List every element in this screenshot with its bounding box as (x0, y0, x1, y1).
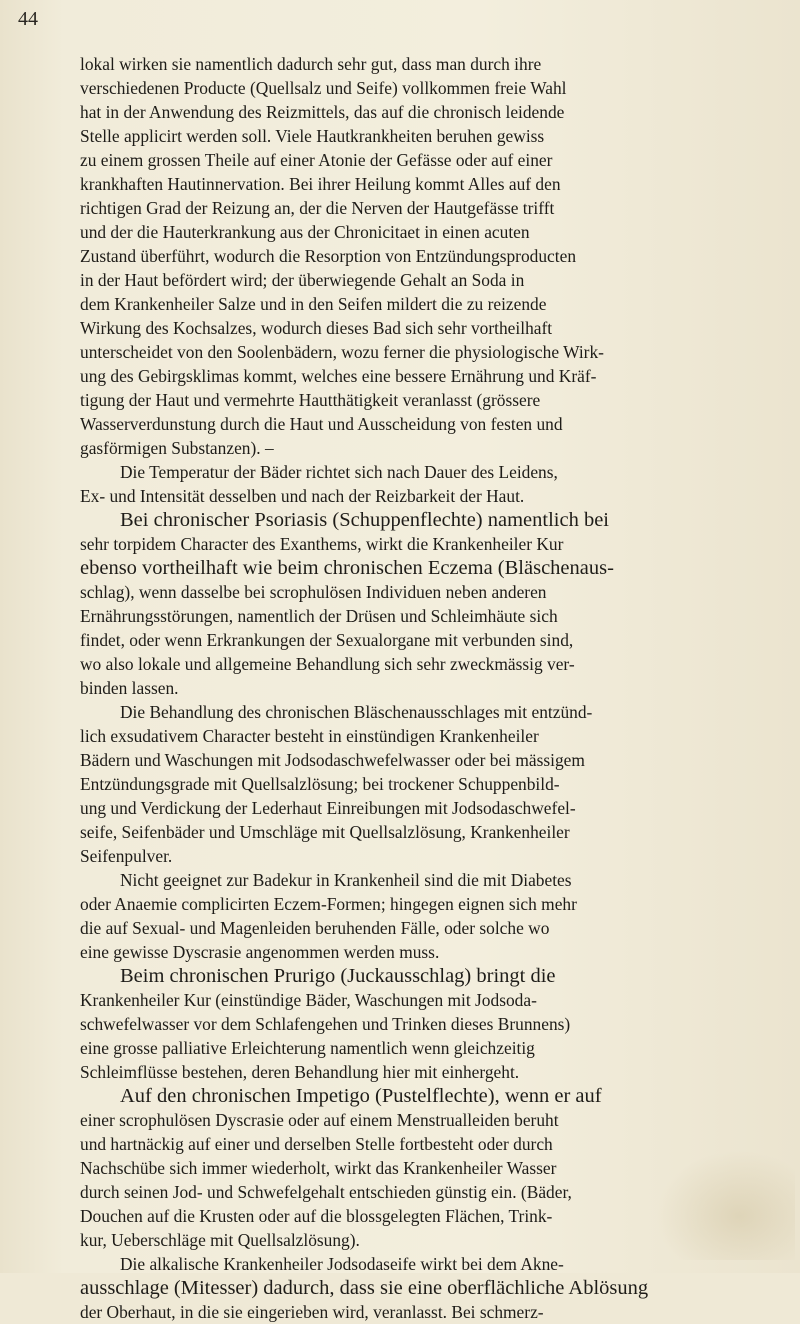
section-heading-impetigo: Auf den chronischen Impetigo (Pustelflechte), wenn er auf (120, 1085, 602, 1107)
text-line: Ernährungsstörungen, namentlich der Drüsen und Schleimhäute sich (80, 606, 558, 626)
text-line: Bädern und Waschungen mit Jodsodaschwefelwasser oder bei mässigem (80, 750, 585, 770)
text-line: ung und Verdickung der Lederhaut Einreibungen mit Jodsodaschwefel- (80, 798, 576, 818)
text-line: lokal wirken sie namentlich dadurch sehr gut, dass man durch ihre (80, 54, 542, 74)
text-line: seife, Seifenbäder und Umschläge mit Quellsalzlösung, Krankenheiler (80, 822, 570, 842)
text-line: Ex- und Intensität desselben und nach der Reizbarkeit der Haut. (80, 486, 525, 506)
text-line: Schleimflüsse bestehen, deren Behandlung hier mit einhergeht. (80, 1062, 520, 1082)
text-line: und der die Hauterkrankung aus der Chronicitaet in einen acuten (80, 222, 530, 242)
text-line: richtigen Grad der Reizung an, der die Nerven der Hautgefässe trifft (80, 198, 555, 218)
paragraph-start: Nicht geeignet zur Badekur in Krankenheil sind die mit Diabetes (120, 870, 572, 890)
text-line: kur, Ueberschläge mit Quellsalzlösung). (80, 1230, 360, 1250)
text-line: verschiedenen Producte (Quellsalz und Seife) vollkommen freie Wahl (80, 78, 567, 98)
text-line: krankhaften Hautinnervation. Bei ihrer Heilung kommt Alles auf den (80, 174, 561, 194)
text-line: Krankenheiler Kur (einstündige Bäder, Waschungen mit Jodsoda- (80, 990, 537, 1010)
text-line: Seifenpulver. (80, 846, 173, 866)
section-heading-prurigo: Beim chronischen Prurigo (Juckausschlag) bringt die (120, 965, 556, 987)
text-line: schwefelwasser vor dem Schlafengehen und Trinken dieses Brunnens) (80, 1014, 571, 1034)
text-line: findet, oder wenn Erkrankungen der Sexualorgane mit verbunden sind, (80, 630, 574, 650)
text-line: eine grosse palliative Erleichterung namentlich wenn gleichzeitig (80, 1038, 535, 1058)
paper-stain (655, 1150, 795, 1260)
text-line: in der Haut befördert wird; der überwiegende Gehalt an Soda in (80, 270, 525, 290)
text-line: wo also lokale und allgemeine Behandlung sich sehr zweckmässig ver- (80, 654, 575, 674)
text-line: hat in der Anwendung des Reizmittels, das auf die chronisch leidende (80, 102, 565, 122)
text-line: gasförmigen Substanzen). – (80, 438, 274, 458)
section-heading-psoriasis: Bei chronischer Psoriasis (Schuppenflechte) namentlich bei (120, 509, 610, 531)
text-line: schlag), wenn dasselbe bei scrophulösen Individuen neben anderen (80, 582, 547, 602)
text-line: zu einem grossen Theile auf einer Atonie der Gefässe oder auf einer (80, 150, 553, 170)
text-line: einer scrophulösen Dyscrasie oder auf einem Menstrualleiden beruht (80, 1110, 559, 1130)
text-line: der Oberhaut, in die sie eingerieben wird, veranlasst. Bei schmerz- (80, 1302, 544, 1322)
text-line: Nachschübe sich immer wiederholt, wirkt das Krankenheiler Wasser (80, 1158, 557, 1178)
text-line: durch seinen Jod- und Schwefelgehalt entschieden günstig ein. (Bäder, (80, 1182, 572, 1202)
text-line: Stelle applicirt werden soll. Viele Hautkrankheiten beruhen gewiss (80, 126, 545, 146)
text-line: Entzündungsgrade mit Quellsalzlösung; bei trockener Schuppenbild- (80, 774, 560, 794)
text-line: ebenso vortheilhaft wie beim chronischen Eczema (Bläschenaus- (80, 557, 614, 579)
text-line: tigung der Haut und vermehrte Hautthätigkeit veranlasst (grössere (80, 390, 541, 410)
text-line: oder Anaemie complicirten Eczem-Formen; hingegen eignen sich mehr (80, 894, 577, 914)
text-line: binden lassen. (80, 678, 179, 698)
body-text (80, 52, 780, 1324)
text-line: Zustand überführt, wodurch die Resorption von Entzündungsproducten (80, 246, 577, 266)
text-line: Douchen auf die Krusten oder auf die blossgelegten Flächen, Trink- (80, 1206, 553, 1226)
paragraph-start: Die alkalische Krankenheiler Jodsodaseife wirkt bei dem Akne- (120, 1254, 564, 1274)
paragraph-start: Die Temperatur der Bäder richtet sich nach Dauer des Leidens, (120, 462, 558, 482)
text-line: eine gewisse Dyscrasie angenommen werden muss. (80, 942, 440, 962)
text-line: Wasserverdunstung durch die Haut und Ausscheidung von festen und (80, 414, 563, 434)
text-line: unterscheidet von den Soolenbädern, wozu ferner die physiologische Wirk- (80, 342, 604, 362)
paragraph-start: Die Behandlung des chronischen Bläschenausschlages mit entzünd- (120, 702, 593, 722)
text-line: sehr torpidem Character des Exanthems, wirkt die Krankenheiler Kur (80, 534, 564, 554)
text-line: ung des Gebirgsklimas kommt, welches eine bessere Ernährung und Kräf- (80, 366, 597, 386)
text-line: und hartnäckig auf einer und derselben Stelle fortbesteht oder durch (80, 1134, 553, 1154)
page-number: 44 (18, 8, 38, 30)
section-heading-akne: ausschlage (Mitesser) dadurch, dass sie eine oberflächliche Ablösung (80, 1277, 649, 1299)
text-line: die auf Sexual- und Magenleiden beruhenden Fälle, oder solche wo (80, 918, 550, 938)
text-line: Wirkung des Kochsalzes, wodurch dieses Bad sich sehr vortheilhaft (80, 318, 553, 338)
text-line: dem Krankenheiler Salze und in den Seifen mildert die zu reizende (80, 294, 547, 314)
text-line: lich exsudativem Character besteht in einstündigen Krankenheiler (80, 726, 539, 746)
